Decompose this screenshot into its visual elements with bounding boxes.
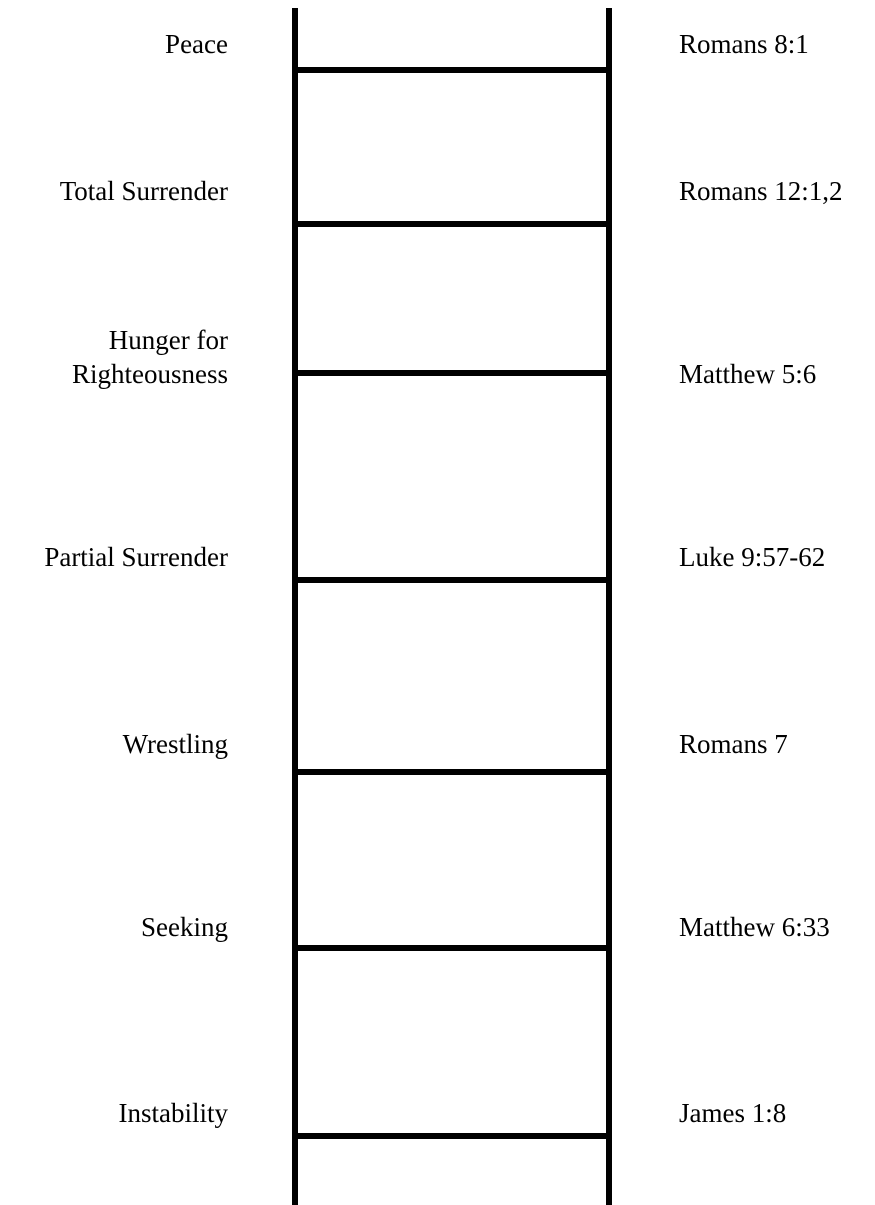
ladder-right-rail	[606, 8, 612, 1205]
scripture-reference: Romans 7	[679, 729, 788, 759]
scripture-reference: Luke 9:57-62	[679, 542, 826, 572]
ladder-rung	[292, 1133, 612, 1139]
stage-label-total-surrender: Total Surrender	[59, 176, 228, 206]
scripture-reference: Romans 12:1,2	[679, 176, 843, 206]
ladder-left-rail	[292, 8, 298, 1205]
ladder-rung	[292, 67, 612, 73]
scripture-reference: Matthew 5:6	[679, 359, 817, 389]
ladder-rung	[292, 945, 612, 951]
stage-label-peace: Peace	[165, 29, 228, 59]
stage-label-seeking: Seeking	[141, 912, 228, 942]
scripture-reference: Romans 8:1	[679, 29, 809, 59]
scripture-reference: Matthew 6:33	[679, 912, 830, 942]
scripture-reference: James 1:8	[679, 1098, 787, 1128]
stage-label-instability: Instability	[118, 1098, 228, 1128]
stage-label-wrestling: Wrestling	[122, 729, 228, 759]
ladder-rung	[292, 221, 612, 227]
stage-label-hunger-for-righteousness: Hunger for Righteousness	[71, 325, 228, 389]
stage-label-partial-surrender: Partial Surrender	[44, 542, 228, 572]
ladder-rung	[292, 577, 612, 583]
ladder-rung	[292, 370, 612, 376]
ladder-rung	[292, 769, 612, 775]
